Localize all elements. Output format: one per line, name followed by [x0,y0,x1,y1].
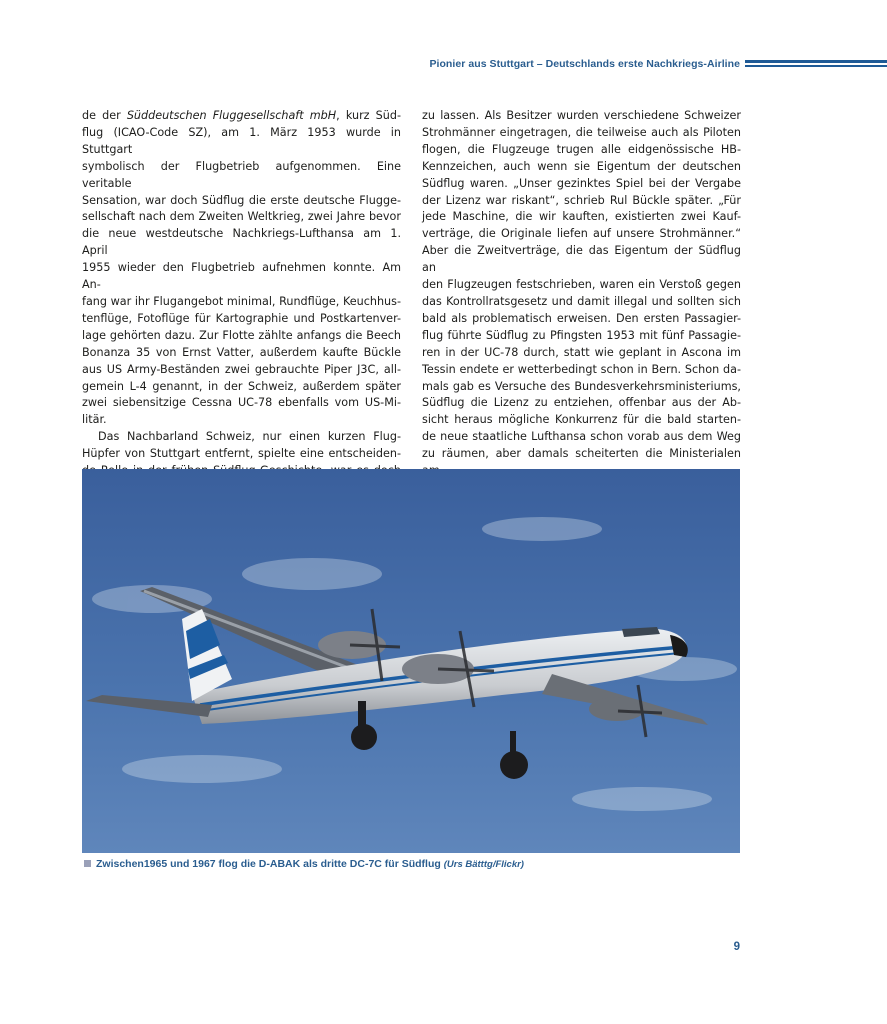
text-line: zu lassen. Als Besitzer wurden verschiedene Schweizer [422,109,741,122]
text-line: Südflug die Lizenz zu entziehen, offenbar aus der Ab- [422,396,741,410]
text-line: Hüpfer von Stuttgart entfernt, spielte eine entscheiden- [82,447,401,461]
text-line: de der Süddeutschen Fluggesellschaft mbH, kurz Süd- [82,109,401,122]
left-text-column [82,108,401,514]
text-line: Südflug waren. „Unser gezinktes Spiel bei der Vergabe [422,176,741,190]
text-line: sellschaft nach dem Zweiten Weltkrieg, zwei Jahre bevor [82,210,401,224]
text-line: zu räumen, aber damals scheiterten die Ministerialen [422,447,741,461]
page-number: 9 [733,941,740,953]
text-line: zwei siebensitzige Cessna UC-78 ebenfalls vom US-Mi- [82,396,401,410]
text-line: gemein L-4 genannt, in der Schweiz, außerdem später [82,379,401,393]
header-rule-bottom [745,65,887,67]
text-line: Aber die Zweitverträge, die das Eigentum der Südflug an [422,244,741,275]
text-line: tenflüge, Fotoflüge für Kartographie und Postkartenver- [82,311,401,325]
figure-caption [84,858,740,870]
text-line: bald als problematisch erweisen. Den ersten Passagier- [422,311,741,325]
text-line: jede Maschine, die wir kauften, existierten zwei Kauf- [422,210,741,224]
text-line: den Flugzeugen festschrieben, waren ein Verstoß gegen [422,278,741,292]
text-line: de neue staatliche Lufthansa schon vorab aus dem Weg [422,430,741,444]
text-line: das Kontrollratsgesetz und damit illegal und sollten sich [422,294,741,308]
running-head: Pionier aus Stuttgart – Deutschlands erste Nachkriegs-Airline [429,58,740,70]
text-line: Tessin endete er wetterbedingt schon in Bern. Schon da- [422,362,741,376]
paragraph [422,108,741,480]
text-line: die neue westdeutsche Nachkriegs-Lufthansa am 1. April [82,227,401,258]
text-line: Sensation, war doch Südflug die erste deutsche Flugge- [82,193,401,207]
text-line: Das Nachbarland Schweiz, nur einen kurzen Flug- [98,430,401,444]
text-line: flug führte Südflug zu Pfingsten 1953 mit fünf Passagie- [422,328,741,342]
paragraph [82,108,401,429]
text-line: fang war ihr Flugangebot minimal, Rundflüge, Keuchhus- [82,294,401,308]
text-line: Bonanza 35 von Ernst Vatter, außerdem kaufte Bückle [82,345,401,359]
caption-text: Zwischen1965 und 1967 flog die D-ABAK als dritte DC-7C für Südflug [96,858,441,870]
right-text-column [422,108,741,480]
text-line: lage gehörten dazu. Zur Flotte zählte anfangs die Beech [82,328,401,342]
text-line: flug (ICAO-Code SZ), am 1. März 1953 wurde in Stuttgart [82,125,401,156]
caption-marker [84,860,91,867]
photo-credit: (Urs Bätttg/Flickr) [443,859,524,870]
text-line: aus US Army-Beständen zwei gebrauchte Piper J3C, all- [82,362,401,376]
header-rule-top [745,60,887,63]
text-line: Kennzeichen, auch wenn sie Eigentum der deutschen [422,159,741,173]
text-line: 1955 wieder den Flugbetrieb aufnehmen konnte. Am An- [82,261,401,292]
text-line: sicht heraus mögliche Konkurrenz für die bald starten- [422,413,741,427]
text-line: mals gab es Versuche des Bundesverkehrsministeriums, [422,379,741,393]
aircraft-photo [82,469,740,853]
text-line: symbolisch der Flugbetrieb aufgenommen. Eine veritable [82,159,401,190]
text-line: ren in der UC-78 durch, statt wie geplant in Ascona im [422,345,741,359]
text-line: litär. [82,413,107,427]
text-line: flogen, die Flugzeuge trugen alle eidgenössische HB- [422,142,741,156]
text-line: verträge, die Originale liefen auf unsere Strohmänner.“ [422,227,741,241]
text-line: Strohmänner eingetragen, die teilweise auch als Piloten [422,125,741,139]
text-line: der Lizenz war riskant“, schrieb Rul Bückle später. „Für [422,193,741,207]
